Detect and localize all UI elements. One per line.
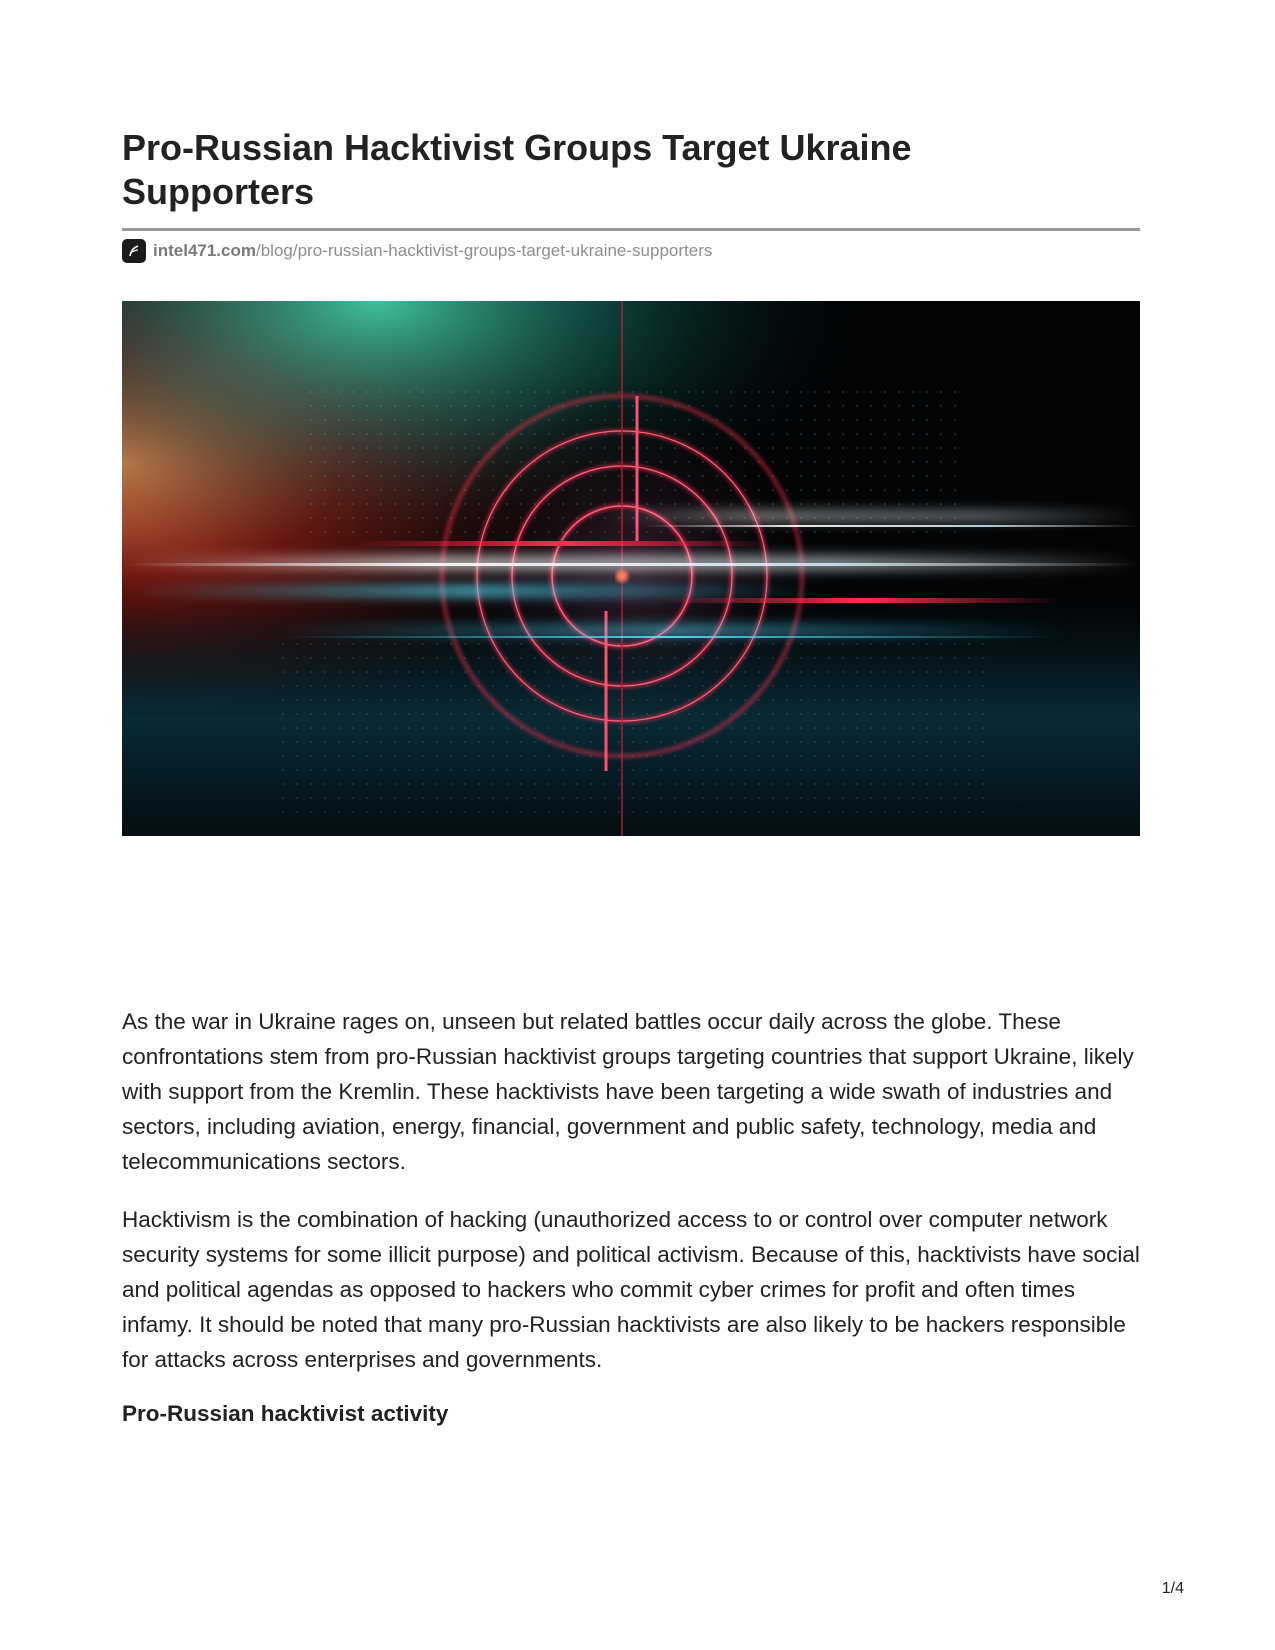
- intel471-favicon-icon: [122, 239, 146, 263]
- source-path: /blog/pro-russian-hacktivist-groups-target-ukraine-supporters: [256, 241, 713, 260]
- source-domain: intel471.com: [153, 241, 256, 260]
- paragraph-intro: As the war in Ukraine rages on, unseen but related battles occur daily across the globe. These confrontations stem from pro-Russian hacktivist groups targeting countries that support Ukraine, likely with support from the Kremlin. These hacktivists have been targeting a wide swath of industries and sectors, including aviation, energy, financial, government and public safety, technology, media and telecommunications sectors.: [122, 1009, 1134, 1174]
- section-heading: Pro-Russian hacktivist activity: [122, 1401, 449, 1426]
- article-title: Pro-Russian Hacktivist Groups Target Ukraine Supporters: [122, 127, 912, 212]
- paragraph-hacktivism: Hacktivism is the combination of hacking (unauthorized access to or control over computer network security systems for some illicit purpose) and political activism. Because of this, hacktivists have social and political agendas as opposed to hackers who commit cyber crimes for profit and often times infamy. It should be noted that many pro-Russian hacktivists are also likely to be hackers responsible for attacks across enterprises and governments.: [122, 1207, 1140, 1372]
- article-body: [122, 1004, 1140, 1400]
- source-link[interactable]: [122, 238, 712, 264]
- title-divider: [122, 228, 1140, 231]
- page-number: 1/4: [1161, 1580, 1184, 1597]
- target-crosshair-image: [122, 301, 1140, 836]
